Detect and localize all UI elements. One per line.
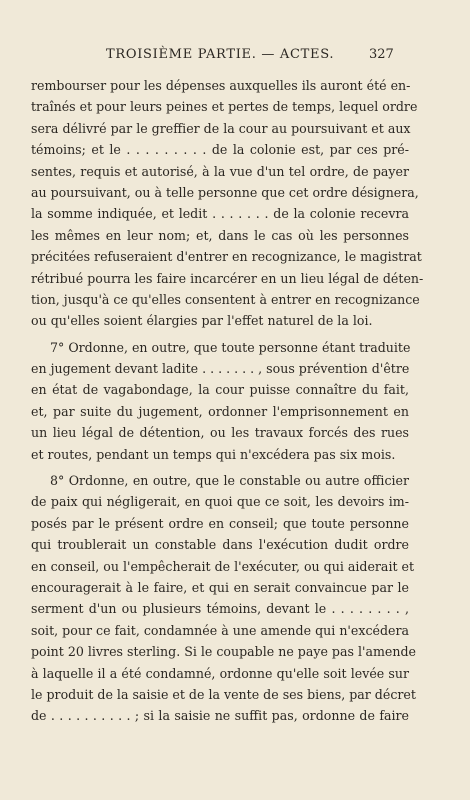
text-line: et routes, pendant un temps qui n'excédera pas six mois. <box>31 446 396 462</box>
text-line: le produit de la saisie et de la vente de ses biens, par décret <box>31 686 416 702</box>
text-line: sentes, requis et autorisé, à la vue d'un tel ordre, de payer <box>31 163 409 179</box>
text-line: témoins; et le . . . . . . . . . de la colonie est, par ces pré- <box>31 142 409 158</box>
text-line: posés par le présent ordre en conseil; que toute personne <box>31 515 409 531</box>
text-line: au poursuivant, ou à telle personne que cet ordre désignera, <box>31 184 419 200</box>
text-line: 8° Ordonne, en outre, que le constable ou autre officier <box>50 473 409 489</box>
text-line: traînés et pour leurs peines et pertes de temps, lequel ordre <box>31 99 418 115</box>
text-line: tion, jusqu'à ce qu'elles consentent à entrer en recognizance <box>31 291 420 307</box>
text-line: rembourser pour les dépenses auxquelles ils auront été en- <box>31 78 411 93</box>
paragraph-article-8 <box>31 470 416 727</box>
text-line: 7° Ordonne, en outre, que toute personne étant traduite <box>50 339 411 355</box>
text-line: en état de vagabondage, la cour puisse connaître du fait, <box>31 382 409 398</box>
page-number: 327 <box>369 47 394 62</box>
paragraph-continuation <box>31 75 424 332</box>
text-line: la somme indiquée, et ledit . . . . . . . de la colonie recevra <box>31 206 409 222</box>
text-line: les mêmes en leur nom; et, dans le cas où les personnes <box>31 227 409 243</box>
text-line: encouragerait à le faire, et qui en serait convaincue par le <box>31 579 409 595</box>
text-line: en jugement devant ladite . . . . . . . , sous prévention d'être <box>31 361 410 377</box>
text-line: soit, pour ce fait, condamnée à une amende qui n'excédera <box>31 622 409 638</box>
body-text <box>31 75 424 727</box>
text-line: et, par suite du jugement, ordonner l'emprisonnement en <box>31 403 409 419</box>
paragraph-article-7 <box>31 337 409 465</box>
text-line: serment d'un ou plusieurs témoins, devant le . . . . . . . . , <box>31 601 409 617</box>
text-line: précitées refuseraient d'entrer en recognizance, le magistrat <box>31 249 422 265</box>
text-line: rétribué pourra les faire incarcérer en un lieu légal de déten- <box>31 270 424 286</box>
text-line: de . . . . . . . . . . ; si la saisie ne suffit pas, ordonne de faire <box>31 708 409 724</box>
text-line: ou qu'elles soient élargies par l'effet naturel de la loi. <box>31 313 373 329</box>
text-line: qui troublerait un constable dans l'exécution dudit ordre <box>31 537 409 553</box>
text-line: un lieu légal de détention, ou les travaux forcés des rues <box>31 425 409 441</box>
text-line: à laquelle il a été condamné, ordonne qu'elle soit levée sur <box>31 665 409 681</box>
running-title: TROISIÈME PARTIE. — ACTES. <box>106 47 335 62</box>
text-line: de paix qui négligerait, en quoi que ce soit, les devoirs im- <box>31 494 409 510</box>
running-head <box>0 47 470 67</box>
text-line: sera délivré par le greffier de la cour au poursuivant et aux <box>31 120 411 136</box>
text-line: en conseil, ou l'empêcherait de l'exécuter, ou qui aiderait et <box>31 558 415 574</box>
text-line: point 20 livres sterling. Si le coupable ne paye pas l'amende <box>31 644 416 660</box>
